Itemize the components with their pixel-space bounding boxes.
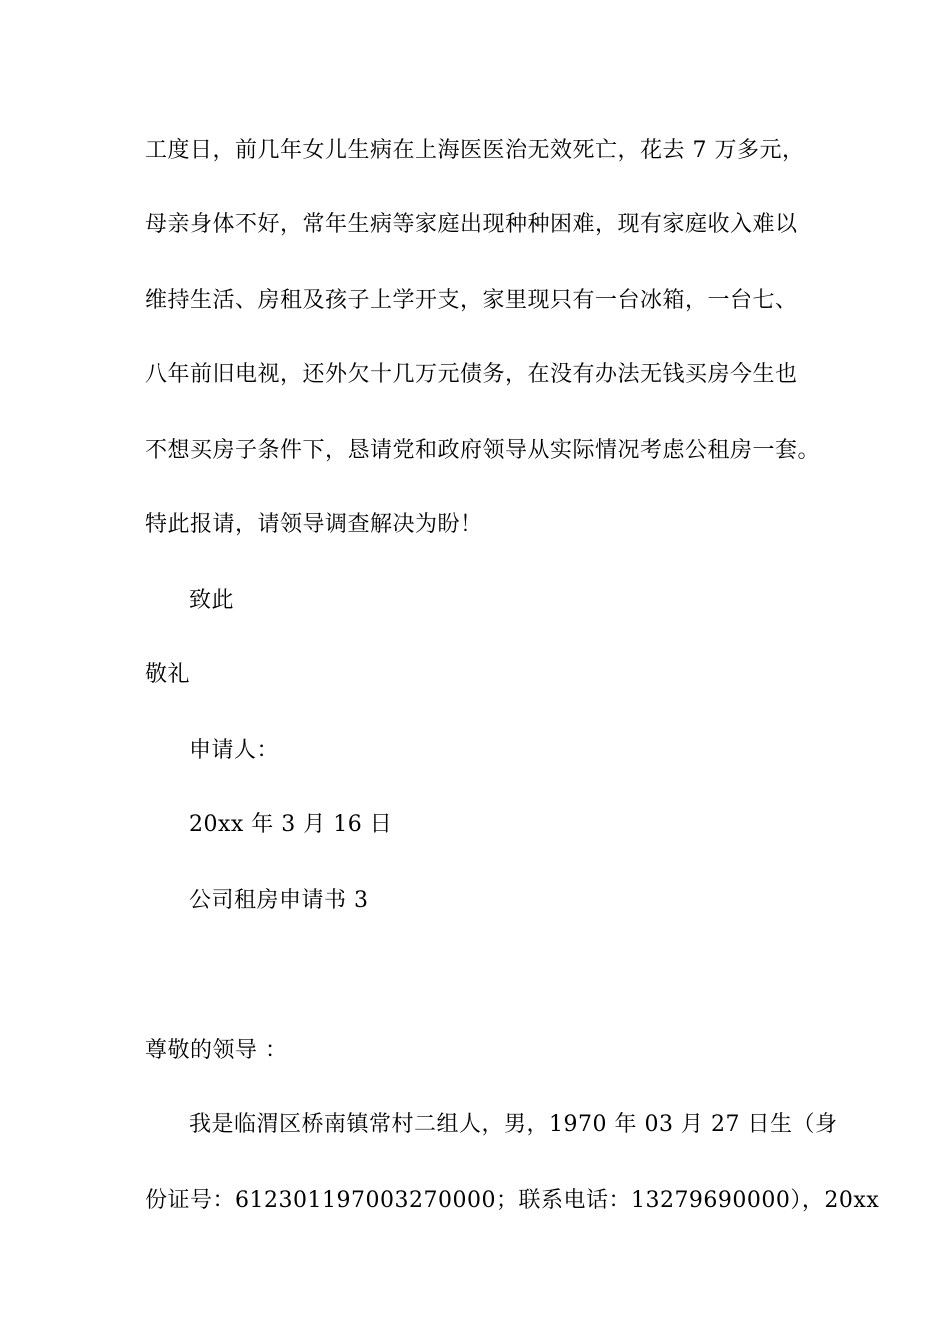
- section-title: 公司租房申请书 3: [189, 888, 369, 913]
- paragraph-line-2: 母亲身体不好，常年生病等家庭出现种种困难，现有家庭收入难以: [145, 212, 798, 237]
- date-line: 20xx 年 3 月 16 日: [189, 812, 393, 837]
- salutation: 尊敬的领导 ：: [145, 1038, 288, 1063]
- closing-zhici: 致此: [189, 588, 235, 613]
- paragraph-line-6: 特此报请，请领导调查解决为盼！: [145, 512, 483, 537]
- paragraph-line-1: 工度日，前几年女儿生病在上海医医治无效死亡，花去 7 万多元，: [145, 138, 805, 163]
- paragraph-line-5: 不想买房子条件下，恳请党和政府领导从实际情况考虑公租房一套。: [145, 438, 821, 463]
- paragraph-line-4: 八年前旧电视，还外欠十几万元债务，在没有办法无钱买房今生也: [145, 362, 798, 387]
- body2-line-2: 份证号：612301197003270000；联系电话：13279690000），20xx: [145, 1188, 880, 1213]
- applicant-label: 申请人：: [189, 738, 280, 763]
- closing-jingli: 敬礼: [145, 662, 191, 687]
- body2-line-1: 我是临渭区桥南镇常村二组人，男，1970 年 03 月 27 日生（身: [189, 1112, 838, 1137]
- paragraph-line-3: 维持生活、房租及孩子上学开支，家里现只有一台冰箱，一台七、: [145, 288, 798, 313]
